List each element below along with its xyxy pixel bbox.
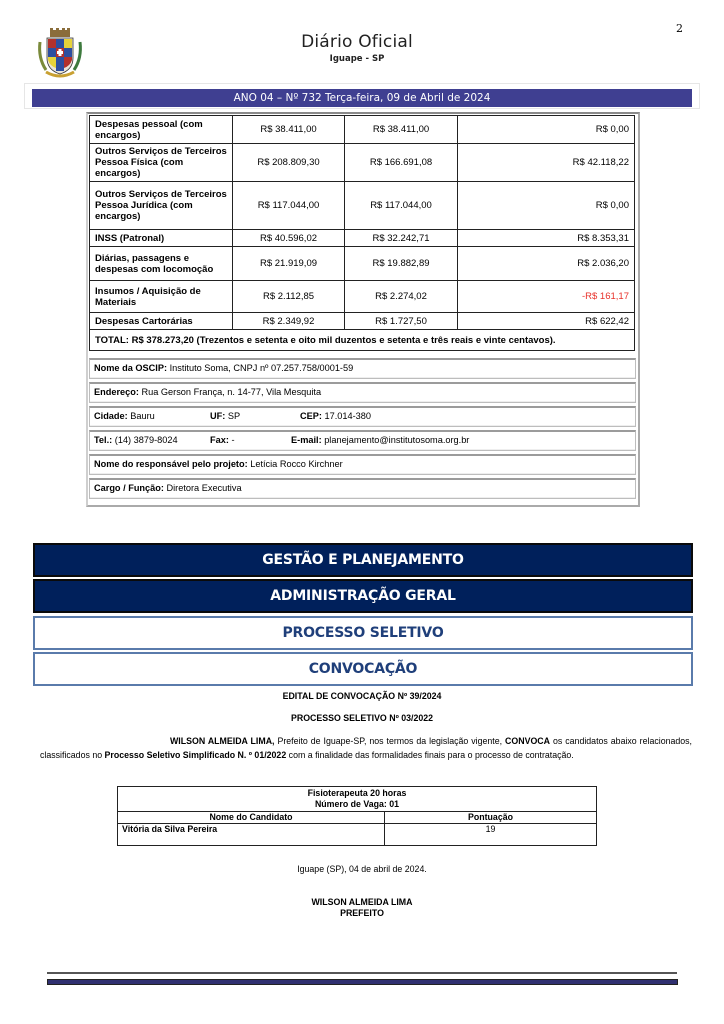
signatory-name: WILSON ALMEIDA LIMA xyxy=(311,897,413,907)
executed-value: R$ 166.691,08 xyxy=(345,144,458,182)
table-row xyxy=(90,281,635,313)
fax-value: - xyxy=(228,435,235,445)
expense-label: Outros Serviços de Terceiros Pessoa Física (com encargos) xyxy=(90,144,233,182)
contact-row xyxy=(89,430,636,451)
executed-value: R$ 38.411,00 xyxy=(345,116,458,144)
balance-value: R$ 0,00 xyxy=(458,182,635,230)
address-value: Rua Gerson França, n. 14-77, Vila Mesquita xyxy=(138,387,322,397)
convoca-keyword: CONVOCA xyxy=(505,736,551,746)
budget-total: TOTAL: R$ 378.273,20 (Trezentos e setenta e oito mil duzentos e setenta e três reais e vinte centavos). xyxy=(90,330,635,351)
expense-label: Despesas pessoal (com encargos) xyxy=(90,116,233,144)
table-row xyxy=(90,144,635,182)
budget-table xyxy=(89,115,635,351)
tel-label: Tel.: xyxy=(94,435,113,445)
total-row xyxy=(90,330,635,351)
table-row xyxy=(90,230,635,247)
cep-value: 17.014-380 xyxy=(321,411,371,421)
fax-label: Fax: xyxy=(210,435,229,445)
city-label: Cidade: xyxy=(94,411,128,421)
table-row xyxy=(90,182,635,230)
oscip-name-label: Nome da OSCIP: xyxy=(94,363,168,373)
column-header-row xyxy=(118,812,597,824)
balance-value: R$ 622,42 xyxy=(458,313,635,330)
planned-value: R$ 2.349,92 xyxy=(233,313,345,330)
balance-value: R$ 2.036,20 xyxy=(458,247,635,281)
planned-value: R$ 208.809,30 xyxy=(233,144,345,182)
table-row xyxy=(90,247,635,281)
planned-value: R$ 40.596,02 xyxy=(233,230,345,247)
table-row xyxy=(90,313,635,330)
responsible-label: Nome do responsável pelo projeto: xyxy=(94,459,248,469)
process-reference: Processo Seletivo Simplificado N. º 01/2022 xyxy=(104,750,287,760)
planned-value: R$ 21.919,09 xyxy=(233,247,345,281)
executed-value: R$ 1.727,50 xyxy=(345,313,458,330)
executed-value: R$ 19.882,89 xyxy=(345,247,458,281)
signature-date: Iguape (SP), 04 de abril de 2024. xyxy=(297,864,427,874)
section-administracao-geral: ADMINISTRAÇÃO GERAL xyxy=(33,579,693,613)
balance-value: R$ 8.353,31 xyxy=(458,230,635,247)
city-row xyxy=(89,406,636,427)
executed-value: R$ 2.274,02 xyxy=(345,281,458,313)
signatory-title: PREFEITO xyxy=(340,908,384,918)
expense-label: Outros Serviços de Terceiros Pessoa Jurídica (com encargos) xyxy=(90,182,233,230)
balance-value-negative: -R$ 161,17 xyxy=(458,281,635,313)
candidate-name: Vitória da Silva Pereira xyxy=(118,824,385,846)
uf-value: SP xyxy=(225,411,241,421)
newspaper-title: Diário Oficial xyxy=(301,32,413,52)
role-value: Diretora Executiva xyxy=(163,483,242,493)
responsible-value: Letícia Rocco Kirchner xyxy=(247,459,343,469)
municipal-coat-of-arms-icon xyxy=(36,28,84,80)
footer-divider xyxy=(47,972,677,974)
paragraph-text: os candidatos abaixo relacionados, classificados no xyxy=(40,736,693,760)
balance-value: R$ 0,00 xyxy=(458,116,635,144)
oscip-name-value: Instituto Soma, CNPJ nº 07.257.758/0001-59 xyxy=(167,363,354,373)
tel-value: (14) 3879-8024 xyxy=(112,435,178,445)
vacancies-count: Número de Vaga: 01 xyxy=(314,799,400,809)
paragraph-text: Prefeito de Iguape-SP, nos termos da legislação vigente, xyxy=(274,736,506,746)
planned-value: R$ 38.411,00 xyxy=(233,116,345,144)
table-row xyxy=(90,116,635,144)
column-header-score: Pontuação xyxy=(385,812,597,824)
column-header-name: Nome do Candidato xyxy=(118,812,385,824)
signature-block xyxy=(0,897,724,919)
masthead xyxy=(250,32,464,64)
uf-label: UF: xyxy=(210,411,226,421)
candidates-table xyxy=(117,786,597,846)
position-title: Fisioterapeuta 20 horas xyxy=(307,788,407,798)
section-processo-seletivo: PROCESSO SELETIVO xyxy=(33,616,693,650)
section-convocacao: CONVOCAÇÃO xyxy=(33,652,693,686)
email-value: planejamento@institutosoma.org.br xyxy=(321,435,470,445)
position-header xyxy=(118,787,597,812)
expense-label: Diárias, passagens e despesas com locomoção xyxy=(90,247,233,281)
executed-value: R$ 117.044,00 xyxy=(345,182,458,230)
address-label: Endereço: xyxy=(94,387,139,397)
paragraph-text: com a finalidade das formalidades finais para o processo de contratação. xyxy=(286,750,574,760)
table-row xyxy=(118,824,597,846)
edital-process: PROCESSO SELETIVO Nº 03/2022 xyxy=(290,713,434,723)
oscip-name-row xyxy=(89,358,636,379)
section-gestao-planejamento: GESTÃO E PLANEJAMENTO xyxy=(33,543,693,577)
expense-label: Despesas Cartorárias xyxy=(90,313,233,330)
cep-label: CEP: xyxy=(300,411,322,421)
role-label: Cargo / Função: xyxy=(94,483,164,493)
role-row xyxy=(89,478,636,499)
mayor-name: WILSON ALMEIDA LIMA, xyxy=(170,736,275,746)
planned-value: R$ 2.112,85 xyxy=(233,281,345,313)
email-label: E-mail: xyxy=(291,435,322,445)
position-header-row xyxy=(118,787,597,812)
planned-value: R$ 117.044,00 xyxy=(233,182,345,230)
expense-label: Insumos / Aquisição de Materiais xyxy=(90,281,233,313)
edition-bar: ANO 04 – Nº 732 Terça-feira, 09 de Abril de 2024 xyxy=(32,89,692,107)
expense-label: INSS (Patronal) xyxy=(90,230,233,247)
page-number: 2 xyxy=(676,22,683,35)
edital-paragraph xyxy=(40,734,692,762)
newspaper-city: Iguape - SP xyxy=(329,54,385,64)
balance-value: R$ 42.118,22 xyxy=(458,144,635,182)
address-row xyxy=(89,382,636,403)
candidate-score: 19 xyxy=(385,824,597,846)
city-value: Bauru xyxy=(127,411,155,421)
responsible-row xyxy=(89,454,636,475)
edital-title: EDITAL DE CONVOCAÇÃO Nº 39/2024 xyxy=(282,691,442,701)
executed-value: R$ 32.242,71 xyxy=(345,230,458,247)
footer-bar xyxy=(47,979,678,985)
